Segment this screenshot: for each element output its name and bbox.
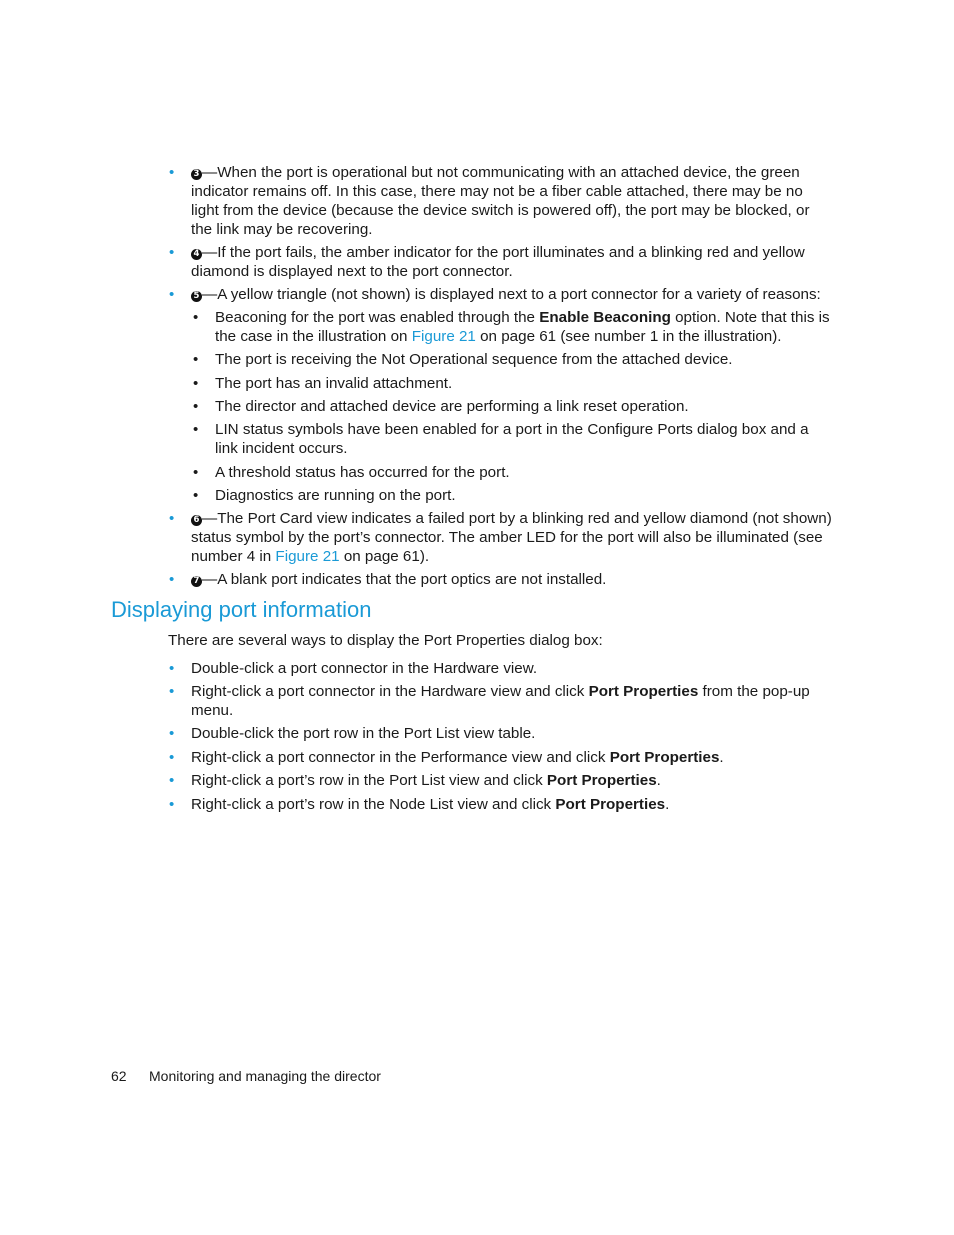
bullet-icon: • [193,309,199,326]
status-item-7 [0,570,954,589]
bullet-icon: • [169,286,175,303]
bullet-icon: • [169,796,175,813]
reason-item: • Diagnostics are running on the port. [193,487,456,504]
reason-item: • The director and attached device are performing a link reset operation. [193,398,689,415]
bold-term: Port Properties [555,796,666,813]
callout-number-icon: 4 [191,249,202,260]
section-heading: Displaying port information [111,597,372,622]
reason-item: • The port has an invalid attachment. [193,375,453,392]
bullet-icon: • [193,351,199,368]
method-item: • Right-click a port connector in the Performance view and click Port Properties. [169,749,724,766]
status-item-text: —A yellow triangle (not shown) is displayed next to a port connector for a variety of reasons: [202,286,821,303]
method-item: • Right-click a port’s row in the Node List view and click Port Properties. [169,796,670,813]
bullet-icon: • [169,725,175,742]
method-item: • Double-click a port connector in the Hardware view. [169,660,538,677]
reason-item: • Beaconing for the port was enabled through the Enable Beaconing option. Note that this is the case in the illustration on Figure 21 on page 61 (see number 1 in the illustration). [193,309,830,345]
callout-number-icon: 7 [191,576,202,587]
bullet-icon: • [169,772,175,789]
figure-link[interactable]: Figure 21 [275,548,340,565]
callout-number-icon: 6 [191,515,202,526]
bullet-icon: • [193,398,199,415]
status-item-5 [0,285,954,304]
method-item: • Right-click a port connector in the Hardware view and click Port Properties from the pop-up menu. [169,683,810,719]
reason-item: • A threshold status has occurred for the port. [193,464,510,481]
callout-number-icon: 5 [191,291,202,302]
bullet-icon: • [169,660,175,677]
bullet-icon: • [193,464,199,481]
status-item-text: —If the port fails, the amber indicator for the port illuminates and a blinking red and yellow diamond is displayed next to the port connector. [191,244,805,280]
bullet-icon: • [169,683,175,700]
bold-term: Port Properties [546,772,657,789]
section-intro: There are several ways to display the Port Properties dialog box: [168,632,603,649]
bold-term: Enable Beaconing [539,309,671,326]
status-item-text: —When the port is operational but not communicating with an attached device, the green indicator remains off. In this case, there may not be a fiber cable attached, there may be no light from the device (because the device switch is powered off), the port may be blocked, or the link may be recovering. [191,164,810,238]
bullet-icon: • [193,487,199,504]
bullet-icon: • [169,571,175,588]
bullet-icon: • [193,421,199,438]
method-item: • Double-click the port row in the Port List view table. [169,725,536,742]
callout-number-icon: 3 [191,169,202,180]
footer-title: Monitoring and managing the director [149,1068,381,1084]
bullet-icon: • [193,375,199,392]
status-item-text: —A blank port indicates that the port optics are not installed. [202,571,607,588]
bold-term: Port Properties [609,749,720,766]
bullet-icon: • [169,510,175,527]
reason-item: • The port is receiving the Not Operational sequence from the attached device. [193,351,733,368]
bold-term: Port Properties [588,683,699,700]
status-item-3 [0,163,954,239]
bullet-icon: • [169,164,175,181]
reason-item: • LIN status symbols have been enabled for a port in the Configure Ports dialog box and a link incident occurs. [193,421,809,457]
method-item: • Right-click a port’s row in the Port List view and click Port Properties. [169,772,661,789]
status-item-4 [0,243,954,281]
bullet-icon: • [169,244,175,261]
figure-link[interactable]: Figure 21 [411,328,476,345]
status-item-6: • 6 —The Port Card view indicates a failed port by a blinking red and yellow diamond (not shown) status symbol by the port’s connector. The amber LED for the port will also be illuminated (see number 4 in Figure 21 on page 61). [169,510,832,565]
page-number: 62 [111,1068,127,1084]
bullet-icon: • [169,749,175,766]
